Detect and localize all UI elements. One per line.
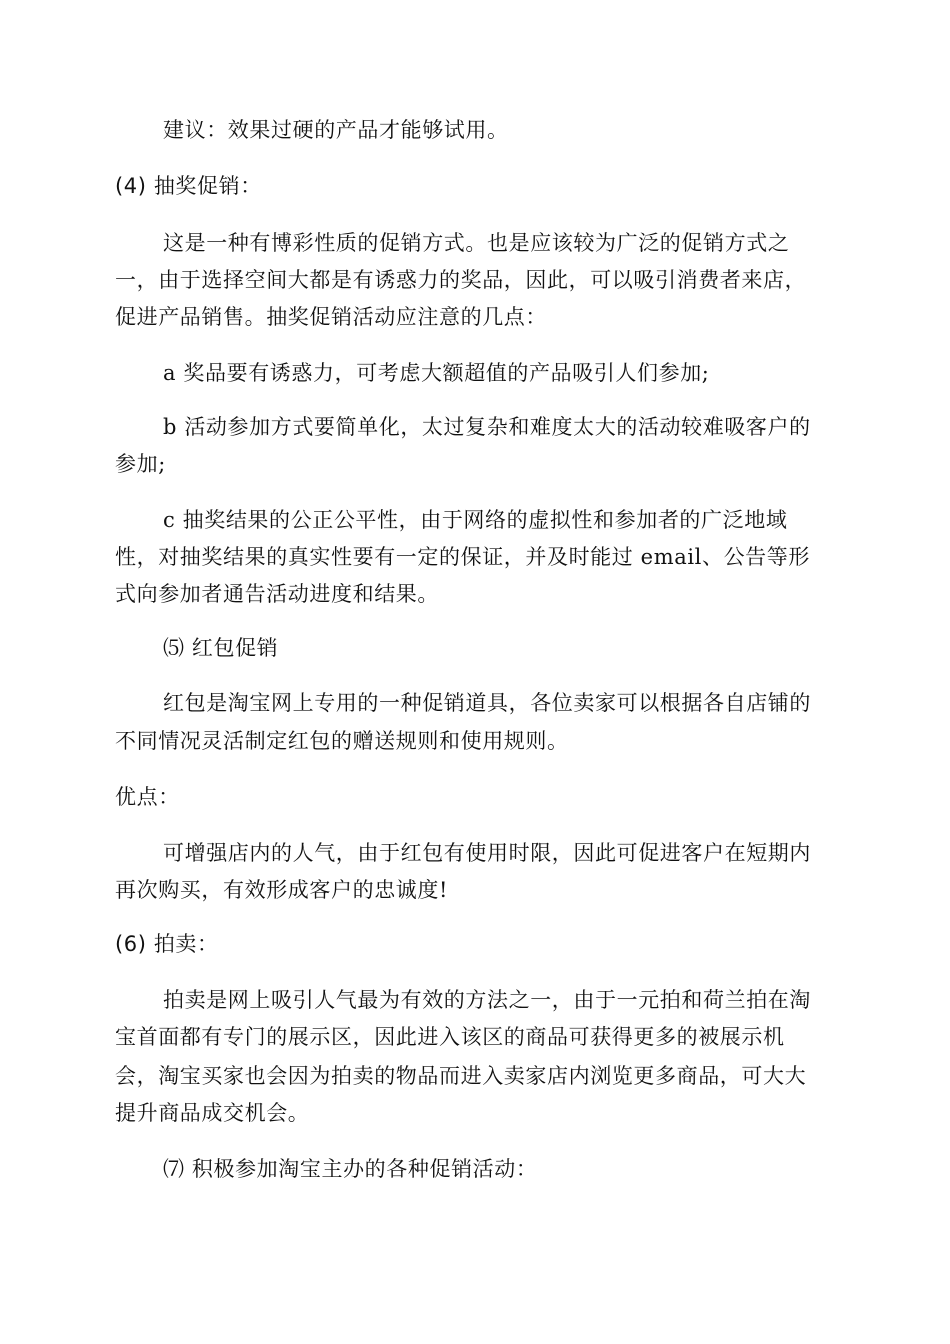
list-item-b-continuation: 参加; (115, 452, 166, 476)
advantages-label: 优点： (115, 785, 180, 809)
paragraph-line: 提升商品成交机会。 (115, 1101, 310, 1125)
paragraph-line: 会，淘宝买家也会因为拍卖的物品而进入卖家店内浏览更多商品，可大大 (115, 1064, 807, 1088)
list-item-a: a 奖品要有诱惑力，可考虑大额超值的产品吸引人们参加; (163, 361, 710, 385)
list-item-c-continuation: 式向参加者通告活动进度和结果。 (115, 582, 439, 606)
heading-taobao-activities: ⑺ 积极参加淘宝主办的各种促销活动： (163, 1157, 538, 1181)
paragraph-line: 红包是淘宝网上专用的一种促销道具，各位卖家可以根据各自店铺的 (163, 691, 811, 715)
heading-auction: (6) 拍卖： (115, 932, 219, 956)
paragraph-line: 促进产品销售。抽奖促销活动应注意的几点： (115, 305, 547, 329)
advice-line: 建议：效果过硬的产品才能够试用。 (163, 118, 509, 142)
paragraph-line: 可增强店内的人气，由于红包有使用时限，因此可促进客户在短期内 (163, 841, 811, 865)
list-item-c-continuation: 性，对抽奖结果的真实性要有一定的保证，并及时能过 email、公告等形 (115, 545, 810, 569)
list-item-c: c 抽奖结果的公正公平性，由于网络的虚拟性和参加者的广泛地域 (163, 508, 788, 532)
list-item-b: b 活动参加方式要简单化，太过复杂和难度太大的活动较难吸客户的 (163, 415, 811, 439)
paragraph-line: 一，由于选择空间大都是有诱惑力的奖品，因此，可以吸引消费者来店， (115, 268, 807, 292)
paragraph-line: 不同情况灵活制定红包的赠送规则和使用规则。 (115, 729, 569, 753)
paragraph-line: 宝首面都有专门的展示区，因此进入该区的商品可获得更多的被展示机 (115, 1025, 785, 1049)
paragraph-line: 拍卖是网上吸引人气最为有效的方法之一，由于一元拍和荷兰拍在淘 (163, 988, 811, 1012)
heading-lottery-promotion: (4) 抽奖促销： (115, 174, 262, 198)
heading-red-packet-promotion: ⑸ 红包促销 (163, 636, 279, 660)
paragraph-line: 这是一种有博彩性质的促销方式。也是应该较为广泛的促销方式之 (163, 231, 790, 255)
paragraph-line: 再次购买，有效形成客户的忠诚度! (115, 878, 449, 902)
